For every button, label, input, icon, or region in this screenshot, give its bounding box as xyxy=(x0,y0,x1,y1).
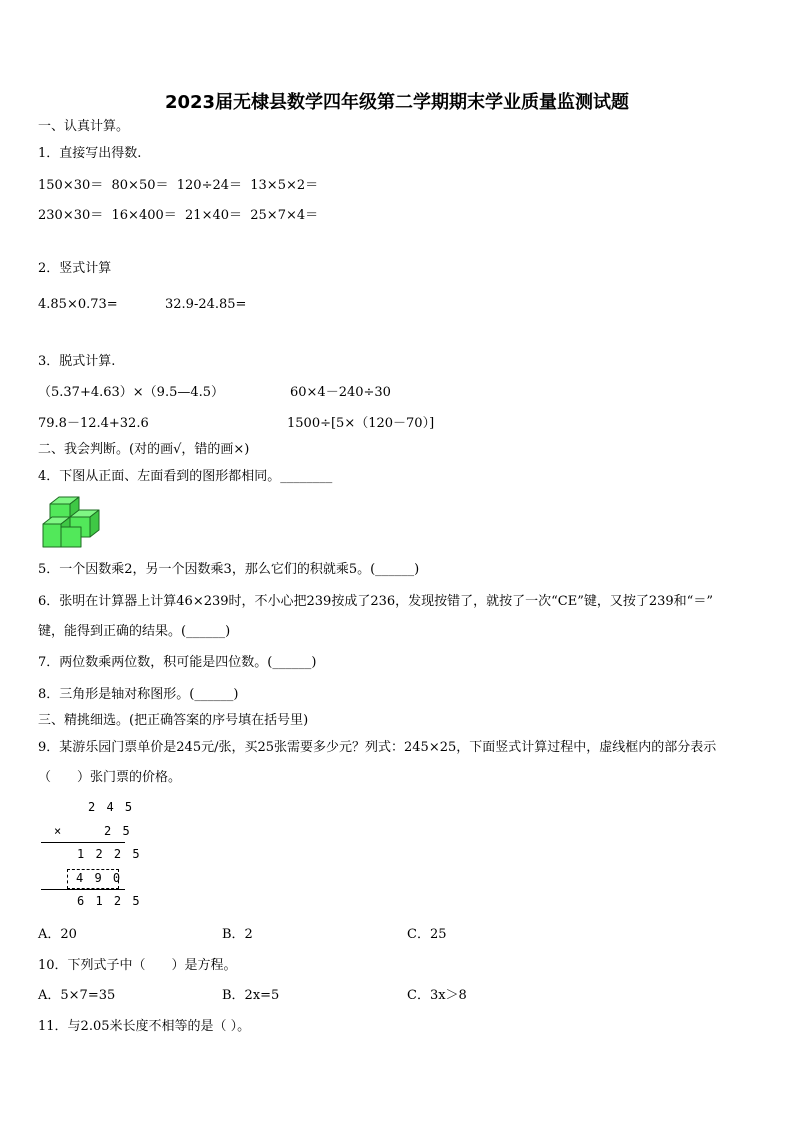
question-7: 7．两位数乘两位数，积可能是四位数。(______) xyxy=(38,655,317,670)
question-8: 8．三角形是轴对称图形。(______) xyxy=(38,687,239,702)
calc-times-sign: × xyxy=(54,824,64,838)
question-3-item-b: 60×4－240÷30 xyxy=(290,385,391,400)
question-1-row-1: 150×30＝ 80×50＝ 120÷24＝ 13×5×2＝ xyxy=(38,178,319,193)
section-1-heading: 一、认真计算。 xyxy=(38,119,130,134)
question-9-option-a: A．20 xyxy=(38,927,77,942)
question-1-row-2: 230×30＝ 16×400＝ 21×40＝ 25×7×4＝ xyxy=(38,208,319,223)
calc-multiplier: 2 5 xyxy=(104,824,132,838)
question-2-item-b: 32.9-24.85= xyxy=(165,297,247,312)
calc-rule-1 xyxy=(41,842,125,843)
calc-partial-1: 1 2 2 5 xyxy=(77,847,142,861)
question-3-item-c: 79.8－12.4+32.6 xyxy=(38,416,149,431)
question-10-heading: 10．下列式子中（ ）是方程。 xyxy=(38,958,237,973)
section-2-heading: 二、我会判断。(对的画√，错的画×) xyxy=(38,442,250,457)
cube-figure xyxy=(38,495,106,551)
question-9-line-1: 9．某游乐园门票单价是245元/张，买25张需要多少元？列式：245×25，下面竖式计算过程中，虚线框内的部分表示 xyxy=(38,740,717,755)
question-6-line-1: 6．张明在计算器上计算46×239时，不小心把239按成了236，发现按错了，就按了一次“CE”键，又按了239和“＝” xyxy=(38,594,713,609)
question-10-option-b: B．2x=5 xyxy=(222,988,280,1003)
question-10-option-c: C．3x＞8 xyxy=(407,988,467,1003)
question-9-line-2: （ ）张门票的价格。 xyxy=(38,770,182,785)
question-9-option-b: B．2 xyxy=(222,927,253,942)
calc-rule-2 xyxy=(41,889,125,890)
question-4: 4．下图从正面、左面看到的图形都相同。________ xyxy=(38,469,333,484)
question-11: 11．与2.05米长度不相等的是（ ）。 xyxy=(38,1019,251,1034)
question-3-item-d: 1500÷[5×（120－70）] xyxy=(287,416,435,431)
question-3-heading: 3．脱式计算. xyxy=(38,354,116,369)
section-3-heading: 三、精挑细选。(把正确答案的序号填在括号里) xyxy=(38,713,309,728)
calc-partial-2: 4 9 0 xyxy=(76,871,123,885)
question-9-option-c: C．25 xyxy=(407,927,447,942)
question-2-item-a: 4.85×0.73= xyxy=(38,297,118,312)
question-10-option-a: A．5×7=35 xyxy=(38,988,116,1003)
question-2-heading: 2．竖式计算 xyxy=(38,261,112,276)
calc-multiplicand: 2 4 5 xyxy=(88,800,135,814)
question-5: 5．一个因数乘2，另一个因数乘3，那么它们的积就乘5。(______) xyxy=(38,562,420,577)
question-1-heading: 1．直接写出得数. xyxy=(38,146,142,161)
question-3-item-a: （5.37+4.63）×（9.5—4.5） xyxy=(38,385,225,400)
question-6-line-2: 键，能得到正确的结果。(______) xyxy=(38,624,231,639)
calc-product: 6 1 2 5 xyxy=(77,894,142,908)
page-title: 2023届无棣县数学四年级第二学期期末学业质量监测试题 xyxy=(164,92,630,113)
